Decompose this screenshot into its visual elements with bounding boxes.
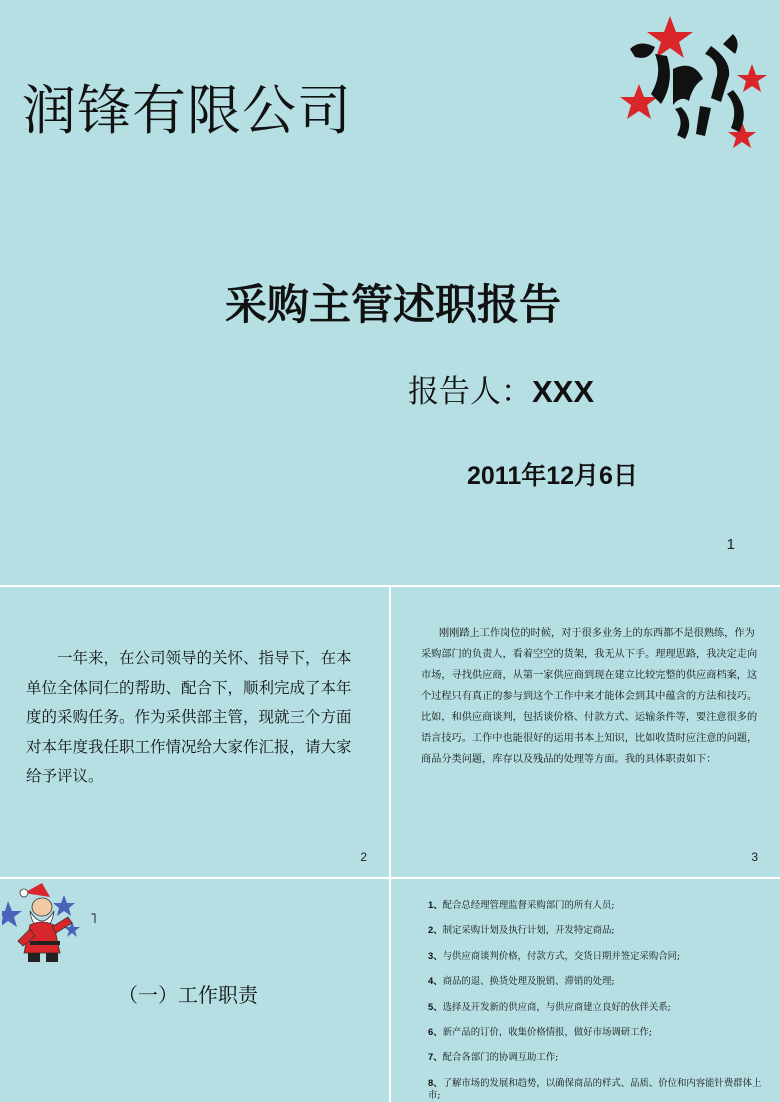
page-number: 1: [726, 536, 735, 553]
duty-list: [428, 899, 768, 1102]
list-item: 2、制定采购计划及执行计划，开发特定商品;: [428, 924, 615, 937]
company-name: 润锋有限公司: [22, 79, 352, 142]
stray-mark: ˥: [90, 911, 97, 927]
reporter-label: 报告人：: [408, 374, 532, 410]
list-item: 5、选择及开发新的供应商，与供应商建立良好的伙伴关系;: [428, 1000, 671, 1013]
reporter-line: [408, 366, 594, 411]
intro-paragraph: 一年来，在公司领导的关怀、指导下，在本单位全体同仁的帮助、配合下，顺利完成了本年度的采购任务。作为采供部主管，现就三个方面对本年度我任职工作情况给大家作汇报，请大家给予评议。: [26, 649, 352, 785]
report-title: 采购主管述职报告: [225, 280, 562, 329]
section-heading: （一）工作职责: [118, 983, 258, 1007]
santa-icon: [2, 881, 102, 965]
star-logo-icon: [615, 14, 767, 154]
list-item: 6、新产品的订价，收集价格情报，做好市场调研工作;: [428, 1025, 653, 1038]
page-number: 2: [360, 850, 367, 864]
list-item: 1、配合总经理管理监督采购部门的所有人员;: [428, 899, 615, 911]
slide-5: [391, 879, 780, 1102]
reporter-name: XXX: [532, 374, 595, 409]
slide-4: [0, 879, 389, 1102]
list-item: 3、与供应商谈判价格，付款方式，交货日期并签定采购合同;: [428, 949, 681, 962]
experience-paragraph: 刚刚踏上工作岗位的时候，对于很多业务上的东西都不是很熟练，作为采购部门的负责人，看着空空的货架，我无从下手。理理思路，我决定走向市场，寻找供应商，从第一家供应商到现在建立比较完整的供应商档案，这个过程只有真正的参与到这个工作中来才能体会到其中蕴含的方法和技巧。比如，和供应商谈判，包括谈价格、付款方式、运输条件等，要注意很多的语言技巧。工作中也能很好的运用书本上知识，比如收货时应注意的问题，商品分类问题，库存以及残品的处理等方面。我的具体职责如下：: [421, 628, 758, 765]
list-item: 7、配合各部门的协调互助工作;: [428, 1051, 559, 1064]
page-number: 3: [751, 850, 758, 864]
report-date: 2011年12月6日: [467, 462, 638, 490]
list-item: 8、了解市场的发展和趋势，以确保商品的样式、品质、价位和内容能针费群体上市;: [428, 1076, 762, 1101]
slide-3: [391, 587, 780, 877]
slide-2: [0, 587, 389, 877]
list-item: 4、商品的退、换货处理及脱销、滞销的处理;: [428, 975, 615, 988]
